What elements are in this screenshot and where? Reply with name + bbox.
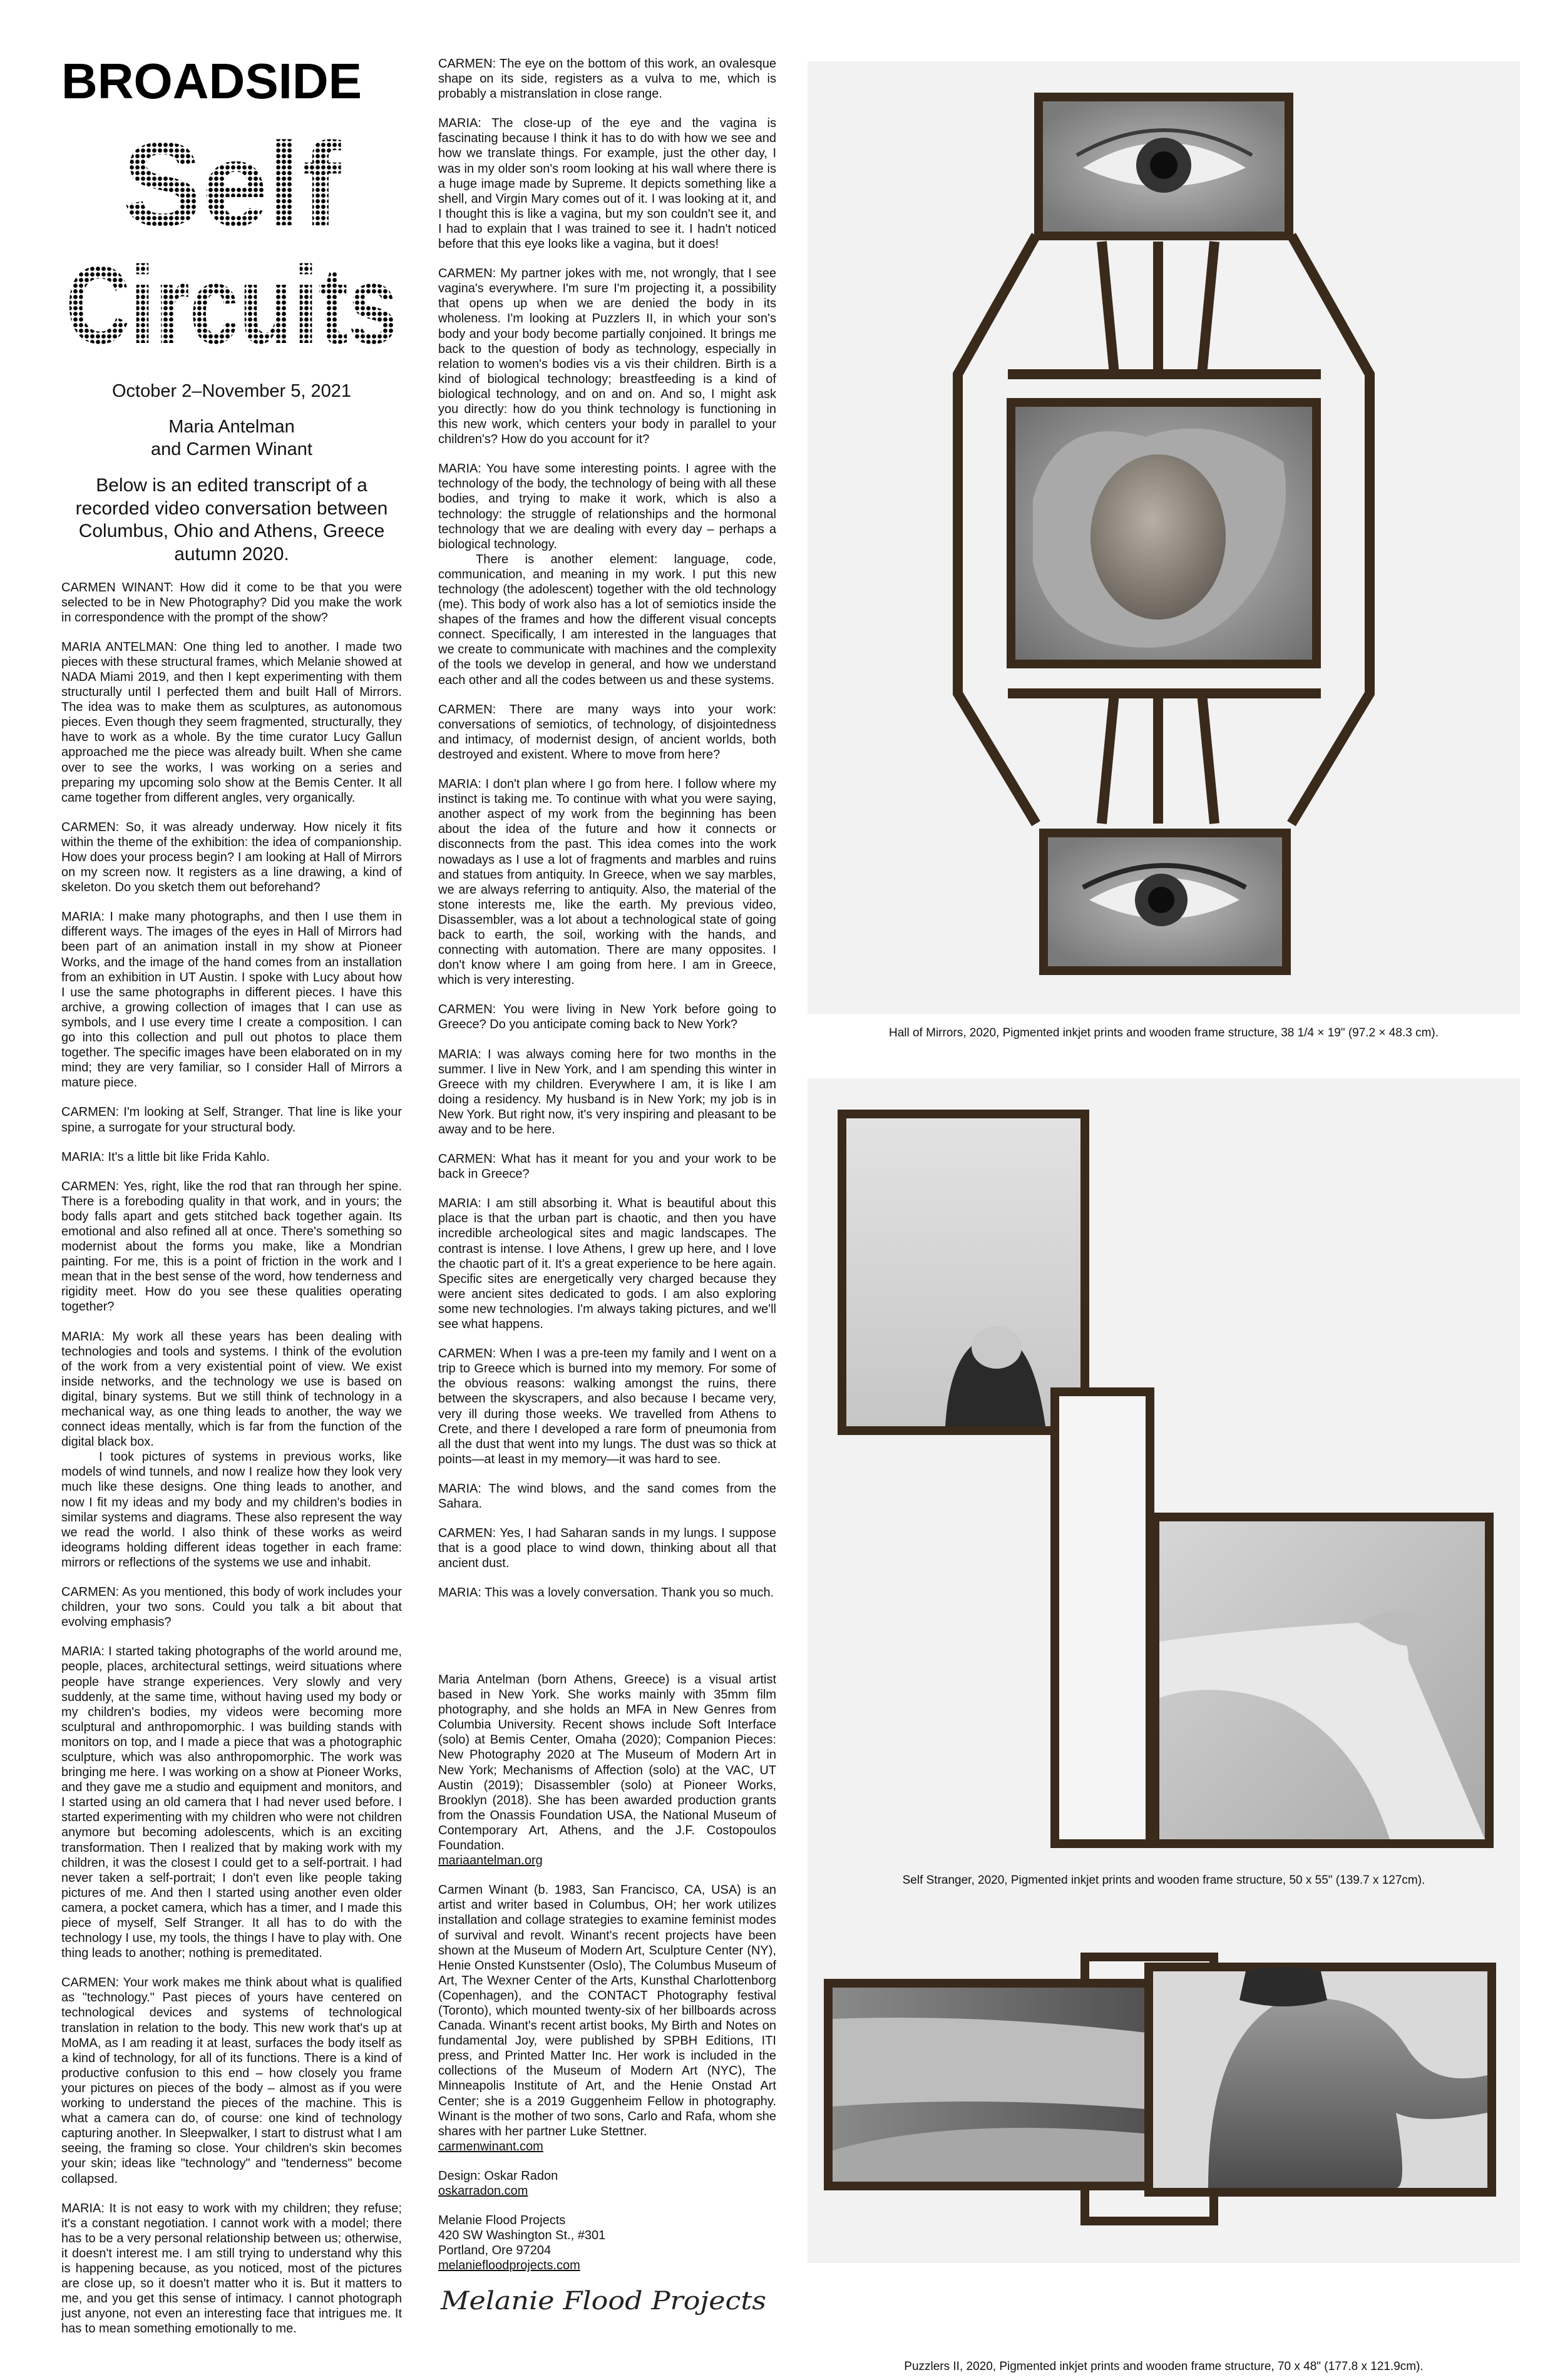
paragraph: MARIA: It is not easy to work with my children; they refuse; it's a constant negotiation. I cannot work with a model; there has to be a very personal relationship between us; otherwise, it doesn't interest me. I am still trying to understand why this is happening because, as you noticed, most of the pictures are close up, so it doesn't matter who it is. But it matters to me, and you get this sense of intimacy. I cannot photograph just anyone, not even an interesting face that intrigues me. It has to mean something emotionally to me. bbox=[61, 2201, 402, 2336]
interview-text-right bbox=[438, 56, 776, 1615]
paragraph: CARMEN: You were living in New York before going to Greece? Do you anticipate coming back to New York? bbox=[438, 1003, 776, 1032]
paragraph: MARIA: The wind blows, and the sand comes from the Sahara. bbox=[438, 1481, 776, 1511]
paragraph: MARIA: I am still absorbing it. What is beautiful about this place is that the urban part is chaotic, and then you have incredible archeological sites and magic landscapes. The contrast is intense. I love Athens, I grew up here, and I love the chaotic part of it. It's a great experience to be here again. Specific sites are energetically very charged because they were ancient sites dedicated to gods. I am also exploring some new technologies. I'm always taking pictures, and we'll see what happens. bbox=[438, 1197, 776, 1332]
paragraph: MARIA: You have some interesting points. I agree with the technology of the body, the technology of being with all these bodies, and trying to make it work, which is also a technology: the struggle of relationships and the hormonal technology that we are dealing with every day – perhaps a biological technology. bbox=[438, 462, 776, 551]
artist-bios bbox=[438, 1672, 776, 2319]
paragraph: There is another element: language, code, communication, and meaning in my work. I put this new technology (the adolescent) together with the old technology (me). This body of work also has a lot of semiotics inside the shapes of the frames and how the different visual concepts connect. Specifically, I am interested in the languages that we create to communicate with machines and the complexity of the tools we develop in general, and how we understand each other and all the codes between us and these systems. bbox=[438, 552, 776, 687]
title-line-circuits: Circuits bbox=[66, 244, 398, 367]
paragraph: CARMEN: Your work makes me think about what is qualified as "technology." Past pieces of yours have centered on technological devices and systems of technological translation in relation to the body. This new work that's up at MoMA, as I am reading it at least, surfaces the body itself as a kind of technology, for all of its functions. There is a kind of productive confusion to this end – how closely you frame your pictures on pieces of the body – almost as if you were working to understand the pieces of the machine. This is what a camera can do, of course: one kind of technology capturing another. In Sleepwalker, I start to distrust what I am seeing, the framing so close. Your children's skin becomes your skin; ideas like "technology" and "tenderness" become collapsed. bbox=[61, 1976, 402, 2186]
artwork-hall-of-mirrors bbox=[808, 61, 1520, 1014]
gallery-address: 420 SW Washington St., #301 bbox=[438, 2229, 606, 2243]
brand-title: BROADSIDE bbox=[61, 53, 362, 109]
paragraph: MARIA: I make many photographs, and then I use them in different ways. The images of the eyes in Hall of Mirrors had been part of an animation install in my show at Pioneer Works, and the image of the hand comes from an installation from an exhibition in UT Austin. I spoke with Lucy about how I use the same photographs in different pieces. I have this archive, a growing collection of images that I can use as symbols, and I use every time I create a composition. I can go into this collection and pull out photos to place them together. The specific images have been elaborated on in my mind; they are very familiar, so I consider Hall of Mirrors a mature piece. bbox=[61, 910, 402, 1090]
exhibition-dates: October 2–November 5, 2021 bbox=[111, 381, 352, 401]
puzzlers-ii-image bbox=[808, 1925, 1520, 2263]
paragraph: CARMEN: I'm looking at Self, Stranger. That line is like your spine, a surrogate for your structural body. bbox=[61, 1105, 402, 1135]
bio-carmen: Carmen Winant (b. 1983, San Francisco, CA, USA) is an artist and writer based in Columbus, OH; her work utilizes installation and collage strategies to examine feminist modes of survival and revolt. Winant's recent projects have been shown at the Museum of Modern Art, Sculpture Center (NY), Henie Onsted Kunstsenter (Oslo), The Columbus Museum of Art, The Wexner Center of the Arts, Kunsthal Charlottenborg (Copenhagen), and the CONTACT Photography festival (Toronto), which mounted twenty-six of her billboards across Canada. Winant's recent artist books, My Birth and Notes on fundamental Joy, were published by SPBH Editions, ITI press, and Printed Matter Inc. Her work is included in the collections of the Museum of Modern Art (NYC), The Minneapolis Institute of Art, and the Henie Onstad Art Center; she is a 2019 Guggenheim Fellow in photography. Winant is the mother of two sons, Carlo and Rafa, whom she shares with her partner Luke Stettner. bbox=[438, 1883, 776, 2138]
paragraph: CARMEN: My partner jokes with me, not wrongly, that I see vagina's everywhere. I'm sure I'm projecting it, a possibility that opens up when we are denied the body in its wholeness. I'm looking at Puzzlers II, in which your son's body and your body become partially conjoined. It brings me back to the question of body as technology, especially in relation to women's bodies vis a vis their children. Birth is a kind of biological technology; breastfeeding is a kind of biological technology, and on and on. And so, I might ask you directly: how do you think technology is functioning in this new work, which centers your body in parallel to your children's? How do you account for it? bbox=[438, 267, 776, 447]
interview-text-left bbox=[61, 580, 402, 2337]
gallery-city: Portland, Ore 97204 bbox=[438, 2244, 552, 2258]
gallery-website-link[interactable]: melaniefloodprojects.com bbox=[438, 2259, 580, 2273]
artist-name: Maria Antelman bbox=[168, 417, 295, 437]
design-credit: Design: Oskar Radon bbox=[438, 2168, 558, 2183]
paragraph: MARIA: It's a little bit like Frida Kahlo. bbox=[61, 1150, 270, 1164]
paragraph: CARMEN: There are many ways into your work: conversations of semiotics, of technology, of disjointedness and intimacy, of modernist design, of ancient worlds, both destroyed and existent. Where to move from here? bbox=[438, 702, 776, 762]
paragraph: MARIA ANTELMAN: One thing led to another. I made two pieces with these structural frames, which Melanie showed at NADA Miami 2019, and then I kept experimenting with them structurally until I perfected them and built Hall of Mirrors. The idea was to make them as sculptures, as autonomous pieces. Even though they seem fragmented, structurally, they have to work as a whole. By the time curator Lucy Gallun approached me the piece was already built. When she came over to see the works, I was working on a series and preparing my upcoming solo show at the Bemis Center. It all came together from different angles, very organically. bbox=[61, 640, 402, 805]
bio-maria: Maria Antelman (born Athens, Greece) is a visual artist based in New York. She works mainly with 35mm film photography, and she holds an MFA in New Genres from Columbia University. Recent shows include Soft Interface (solo) at Bemis Center, Omaha (2020); Companion Pieces: New Photography 2020 at The Museum of Modern Art in New York; Mechanisms of Affection (solo) at the VAC, UT Austin (2019); Disassembler (solo) at Pioneer Works, Brooklyn (2018). She has been awarded production grants from the Onassis Foundation USA, the National Museum of Contemporary Art, Athens, and the J.F. Costopoulos Foundation. bbox=[438, 1673, 776, 1853]
signature-text: Melanie Flood Projects bbox=[439, 2287, 766, 2316]
artist-name: and Carmen Winant bbox=[151, 439, 312, 459]
paragraph: CARMEN: What has it meant for you and your work to be back in Greece? bbox=[438, 1152, 776, 1182]
hall-of-mirrors-image bbox=[808, 61, 1520, 1014]
title-line-self: Self bbox=[122, 118, 341, 251]
stone-shape bbox=[1090, 454, 1226, 620]
artwork-self-stranger bbox=[808, 1078, 1520, 1969]
paragraph: CARMEN: Yes, right, like the rod that ran through her spine. There is a foreboding quality in that work, and in yours; the body falls apart and gets stitched back together again. Its emotional and also refined all at once. There's something so modernist about the forms you make, like a Mondrian painting. For me, this is a point of friction in the work and I mean that in the best sense of the word, how tenderness and rigidity meet. How do you see these qualities operating together? bbox=[61, 1179, 402, 1314]
gallery-name: Melanie Flood Projects bbox=[438, 2214, 566, 2228]
paragraph: CARMEN: As you mentioned, this body of work includes your children, your two sons. Could you talk a bit about that evolving emphasis? bbox=[61, 1585, 402, 1630]
exhibition-meta bbox=[61, 380, 402, 566]
paragraph: MARIA: This was a lovely conversation. Thank you so much. bbox=[438, 1586, 774, 1600]
paragraph: CARMEN WINANT: How did it come to be that you were selected to be in New Photography? Did you make the work in correspondence with the prompt of the show? bbox=[61, 580, 402, 625]
paragraph: CARMEN: When I was a pre-teen my family and I went on a trip to Greece which is burned into my memory. For some of the obvious reasons: walking amongst the ruins, there between the skyscrapers, and also because I became very, very ill during those weeks. We travelled from Athens to Crete, and there I developed a rare form of pneumonia from all the dust that went into my lungs. The dust was so thick at points—at least in my memory—it was hard to see. bbox=[438, 1347, 776, 1466]
arm-shape bbox=[833, 2018, 1187, 2113]
paragraph: MARIA: I was always coming here for two months in the summer. I live in New York, and I am spending this winter in Greece with my children. Everywhere I am, it is like I am doing a residency. My husband is in New York; my job is in New York. But right now, it's very inspiring and pleasant to be away and to be here. bbox=[438, 1047, 776, 1136]
maria-website-link[interactable]: mariaantelman.org bbox=[438, 1854, 543, 1868]
column-left bbox=[61, 53, 402, 2351]
caption-hall-of-mirrors: Hall of Mirrors, 2020, Pigmented inkjet prints and wooden frame structure, 38 1/4 × 19" (97.2 × 48.3 cm). bbox=[888, 1026, 1439, 1039]
paragraph: CARMEN: So, it was already underway. How nicely it fits within the theme of the exhibition: the idea of companionship. How does your process begin? I am looking at Hall of Mirrors on my screen now. It registers as a line drawing, a kind of skeleton. Do you sketch them out beforehand? bbox=[61, 820, 402, 895]
paragraph: CARMEN: The eye on the bottom of this work, an ovalesque shape on its side, registers as a vulva to me, which is probably a mistranslation in close range. bbox=[438, 57, 776, 101]
paragraph: MARIA: My work all these years has been dealing with technologies and tools and systems. I think of the evolution of the work from a very existential point of view. We exist inside networks, and the technology we use is based on digital, binary systems. But we still think of technology in a mechanical way, as one thing leads to another, the way we connect ideas mentally, which is far from the function of the digital black box. bbox=[61, 1329, 402, 1449]
carmen-website-link[interactable]: carmenwinant.com bbox=[438, 2139, 543, 2153]
gallery-signature bbox=[438, 2282, 776, 2319]
paragraph: MARIA: I don't plan where I go from here. I follow where my instinct is taking me. To continue with what you were saying, another aspect of my work from the beginning has been about the idea of the future and how it connects or disconnects from the past. This idea comes into the work nowadays as I use a lot of fragments and marbles and ruins and statues from antiquity. In Greece, when we say marbles, we are always referring to antiquity. Also, the material of the stone interests me, like the earth. My previous video, Disassembler, was a lot about a technological state of going back to earth, the soil, working with the hands, and connecting with automation. There are many opposites. I don't know where I am going from here. I am in Greece, which is very interesting. bbox=[438, 777, 776, 988]
transcript-description: Below is an edited transcript of a recorded video conversation between Columbus, Ohio and Athens, Greece autumn 2020. bbox=[75, 475, 388, 564]
caption-self-stranger: Self Stranger, 2020, Pigmented inkjet prints and wooden frame structure, 50 x 55" (139.7 x 127cm). bbox=[902, 1874, 1425, 1887]
paragraph: CARMEN: Yes, I had Saharan sands in my lungs. I suppose that is a good place to wind down, thinking about all that ancient dust. bbox=[438, 1526, 776, 1571]
caption-puzzlers-ii: Puzzlers II, 2020, Pigmented inkjet prints and wooden frame structure, 70 x 48" (177.8 x 121.9cm). bbox=[904, 2360, 1424, 2373]
exhibition-title bbox=[61, 118, 402, 367]
self-stranger-image bbox=[808, 1078, 1520, 1861]
artists bbox=[61, 416, 402, 461]
paragraph: MARIA: I started taking photographs of the world around me, people, places, architectural settings, weird situations where people have strange experiences. Very slowly and very suddenly, at the same time, without having used my body or my children's bodies, my videos were becoming more sculptural and anthropomorphic. I was building stands with monitors on top, and I made a piece that was a photographic sculpture, which was also anthropomorphic. The work was bringing me here. I was working on a show at Pioneer Works, and they gave me a studio and equipment and monitors, and I started using an old camera that I had never used before. I started experimenting with my children who were not children anymore but becoming adolescents, which is an exciting transformation. Then I realized that by making work with my children, it was the closest I could get to a self-portrait. I had never taken a self-portrait; I don't even like people taking pictures of me. And then I started using another even older camera, a pocket camera, which has a timer, and I made this piece of myself, Self Stranger. It all has to do with the technology I use, my tools, the things I have to play with. One thing leads to another; nothing is premeditated. bbox=[61, 1645, 402, 1961]
paragraph: MARIA: The close-up of the eye and the vagina is fascinating because I think it has to do with how we see and how we translate things. For example, just the other day, I was in my older son's room looking at his wall where there is a huge image made by Supreme. It depicts something like a shell, and Virgin Mary comes out of it. I was looking at it, and I thought this is like a vagina, but my son couldn't see it, and I had to explain that I was trained to see it. I hadn't noticed before that this eye looks like a vagina, but it does! bbox=[438, 116, 776, 252]
designer-website-link[interactable]: oskarradon.com bbox=[438, 2184, 528, 2198]
artwork-puzzlers-ii bbox=[808, 1925, 1520, 2263]
paragraph: I took pictures of systems in previous works, like models of wind tunnels, and now I realize how they look very much like these designs. One thing leads to another, and now I fit my ideas and my body and my children's bodies in similar systems and diagrams. These also represent the way we read the world. I also think of these works as weird ideograms holding different ideas together in each frame: mirrors or reflections of the systems we use and inhabit. bbox=[61, 1450, 402, 1570]
hair-shape bbox=[1239, 1967, 1327, 2006]
